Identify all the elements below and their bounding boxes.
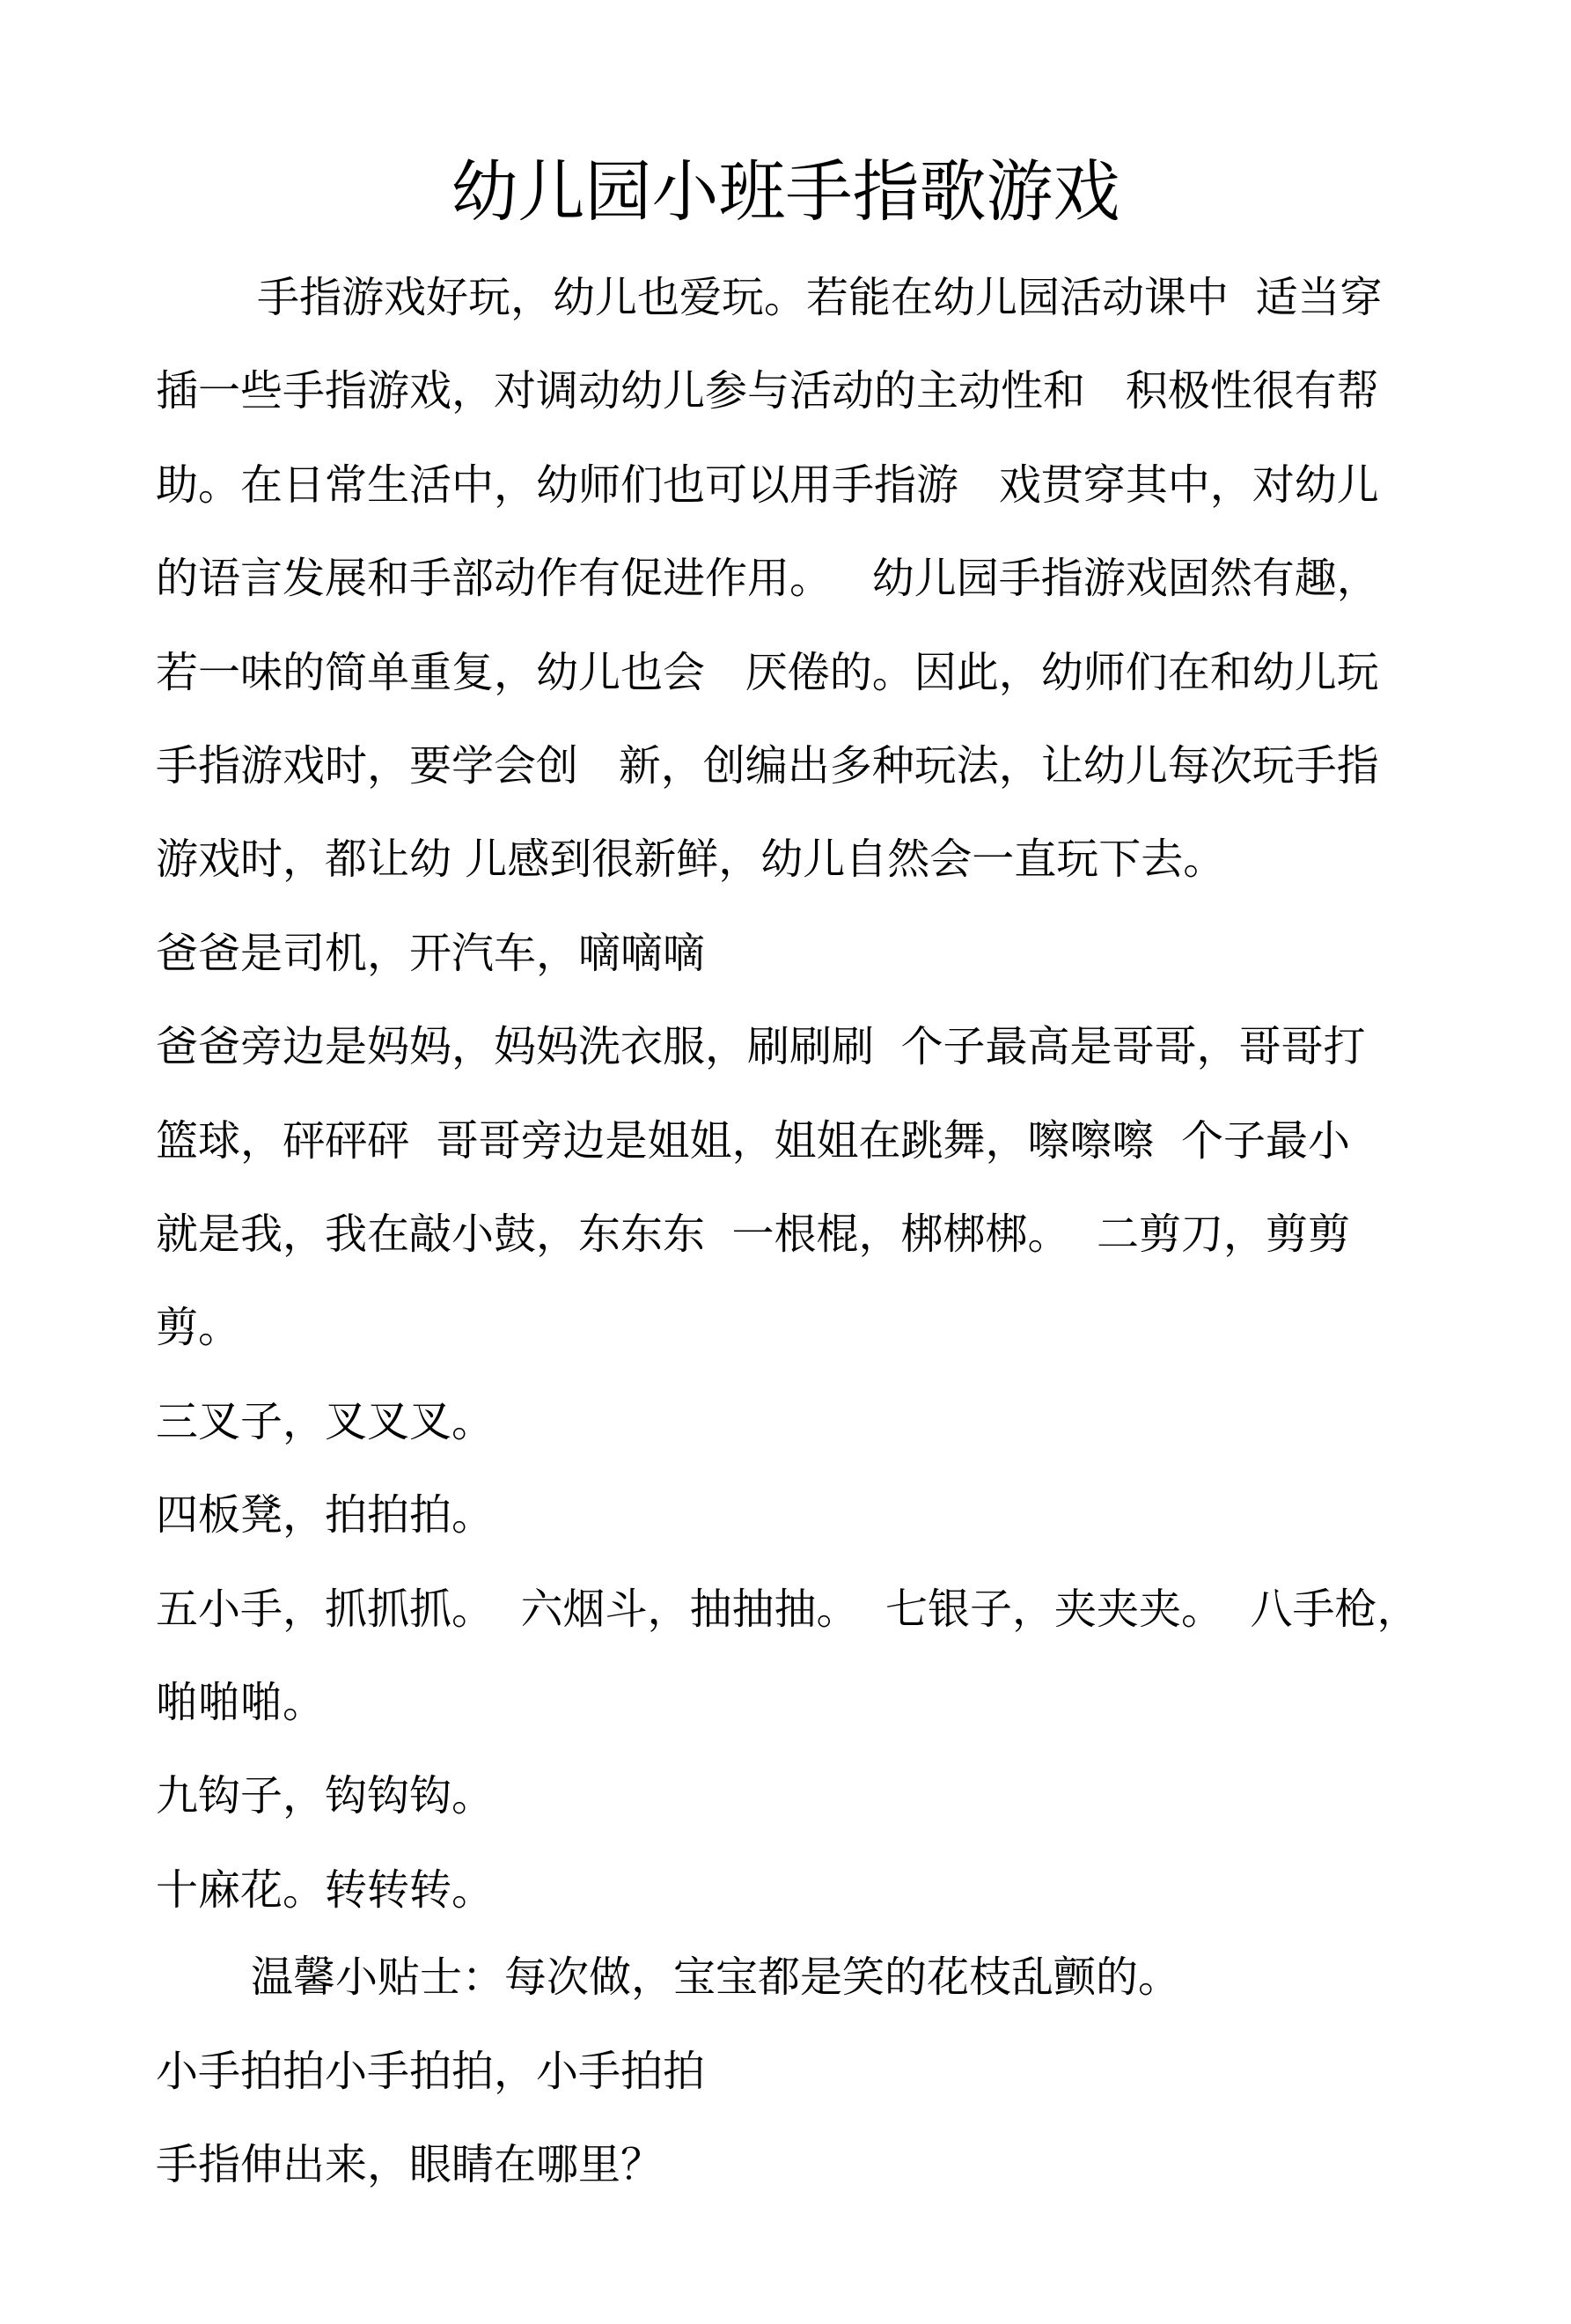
song-line: 剪。 bbox=[156, 1303, 241, 1352]
paragraph-line: 手指游戏时，要学会创 新，创编出多种玩法，让幼儿每次玩手指 bbox=[156, 741, 1379, 791]
song-line: 五小手，抓抓抓。 六烟斗，抽抽抽。 七银子，夹夹夹。 八手枪， bbox=[156, 1585, 1420, 1634]
song-line: 小手拍拍小手拍拍，小手拍拍 bbox=[156, 2047, 706, 2096]
song-line: 手指伸出来，眼睛在哪里？ bbox=[156, 2140, 664, 2189]
song-line: 就是我，我在敲小鼓，东东东 一根棍，梆梆梆。 二剪刀，剪剪 bbox=[156, 1210, 1351, 1259]
document-title: 幼儿园小班手指歌游戏 bbox=[451, 152, 1120, 231]
paragraph-line: 游戏时，都让幼 儿感到很新鲜，幼儿自然会一直玩下去。 bbox=[156, 835, 1226, 884]
tip-line: 温馨小贴士：每次做，宝宝都是笑的花枝乱颤的。 bbox=[251, 1953, 1181, 2002]
song-line: 篮球，砰砰砰 哥哥旁边是姐姐，姐姐在跳舞，嚓嚓嚓 个子最小 bbox=[156, 1116, 1351, 1166]
song-line: 啪啪啪。 bbox=[156, 1678, 326, 1727]
song-line: 十麻花。转转转。 bbox=[156, 1865, 495, 1915]
song-line: 三叉子，叉叉叉。 bbox=[156, 1397, 495, 1446]
song-line: 爸爸旁边是妈妈，妈妈洗衣服，刷刷刷 个子最高是哥哥，哥哥打 bbox=[156, 1022, 1366, 1071]
paragraph-line: 若一味的简单重复，幼儿也会 厌倦的。因此，幼师们在和幼儿玩 bbox=[156, 648, 1379, 697]
paragraph-line: 助。在日常生活中，幼师们也可以用手指游 戏贯穿其中，对幼儿 bbox=[156, 460, 1379, 510]
paragraph-line: 插一些手指游戏，对调动幼儿参与活动的主动性和 积极性很有帮 bbox=[156, 366, 1379, 416]
song-line: 九钩子，钩钩钩。 bbox=[156, 1771, 495, 1820]
song-line: 爸爸是司机，开汽车，嘀嘀嘀 bbox=[156, 929, 706, 978]
paragraph-line: 的语言发展和手部动作有促进作用。 幼儿园手指游戏固然有趣， bbox=[156, 554, 1379, 603]
paragraph-line: 手指游戏好玩，幼儿也爱玩。若能在幼儿园活动课中 适当穿 bbox=[257, 273, 1383, 322]
song-line: 四板凳，拍拍拍。 bbox=[156, 1490, 495, 1540]
